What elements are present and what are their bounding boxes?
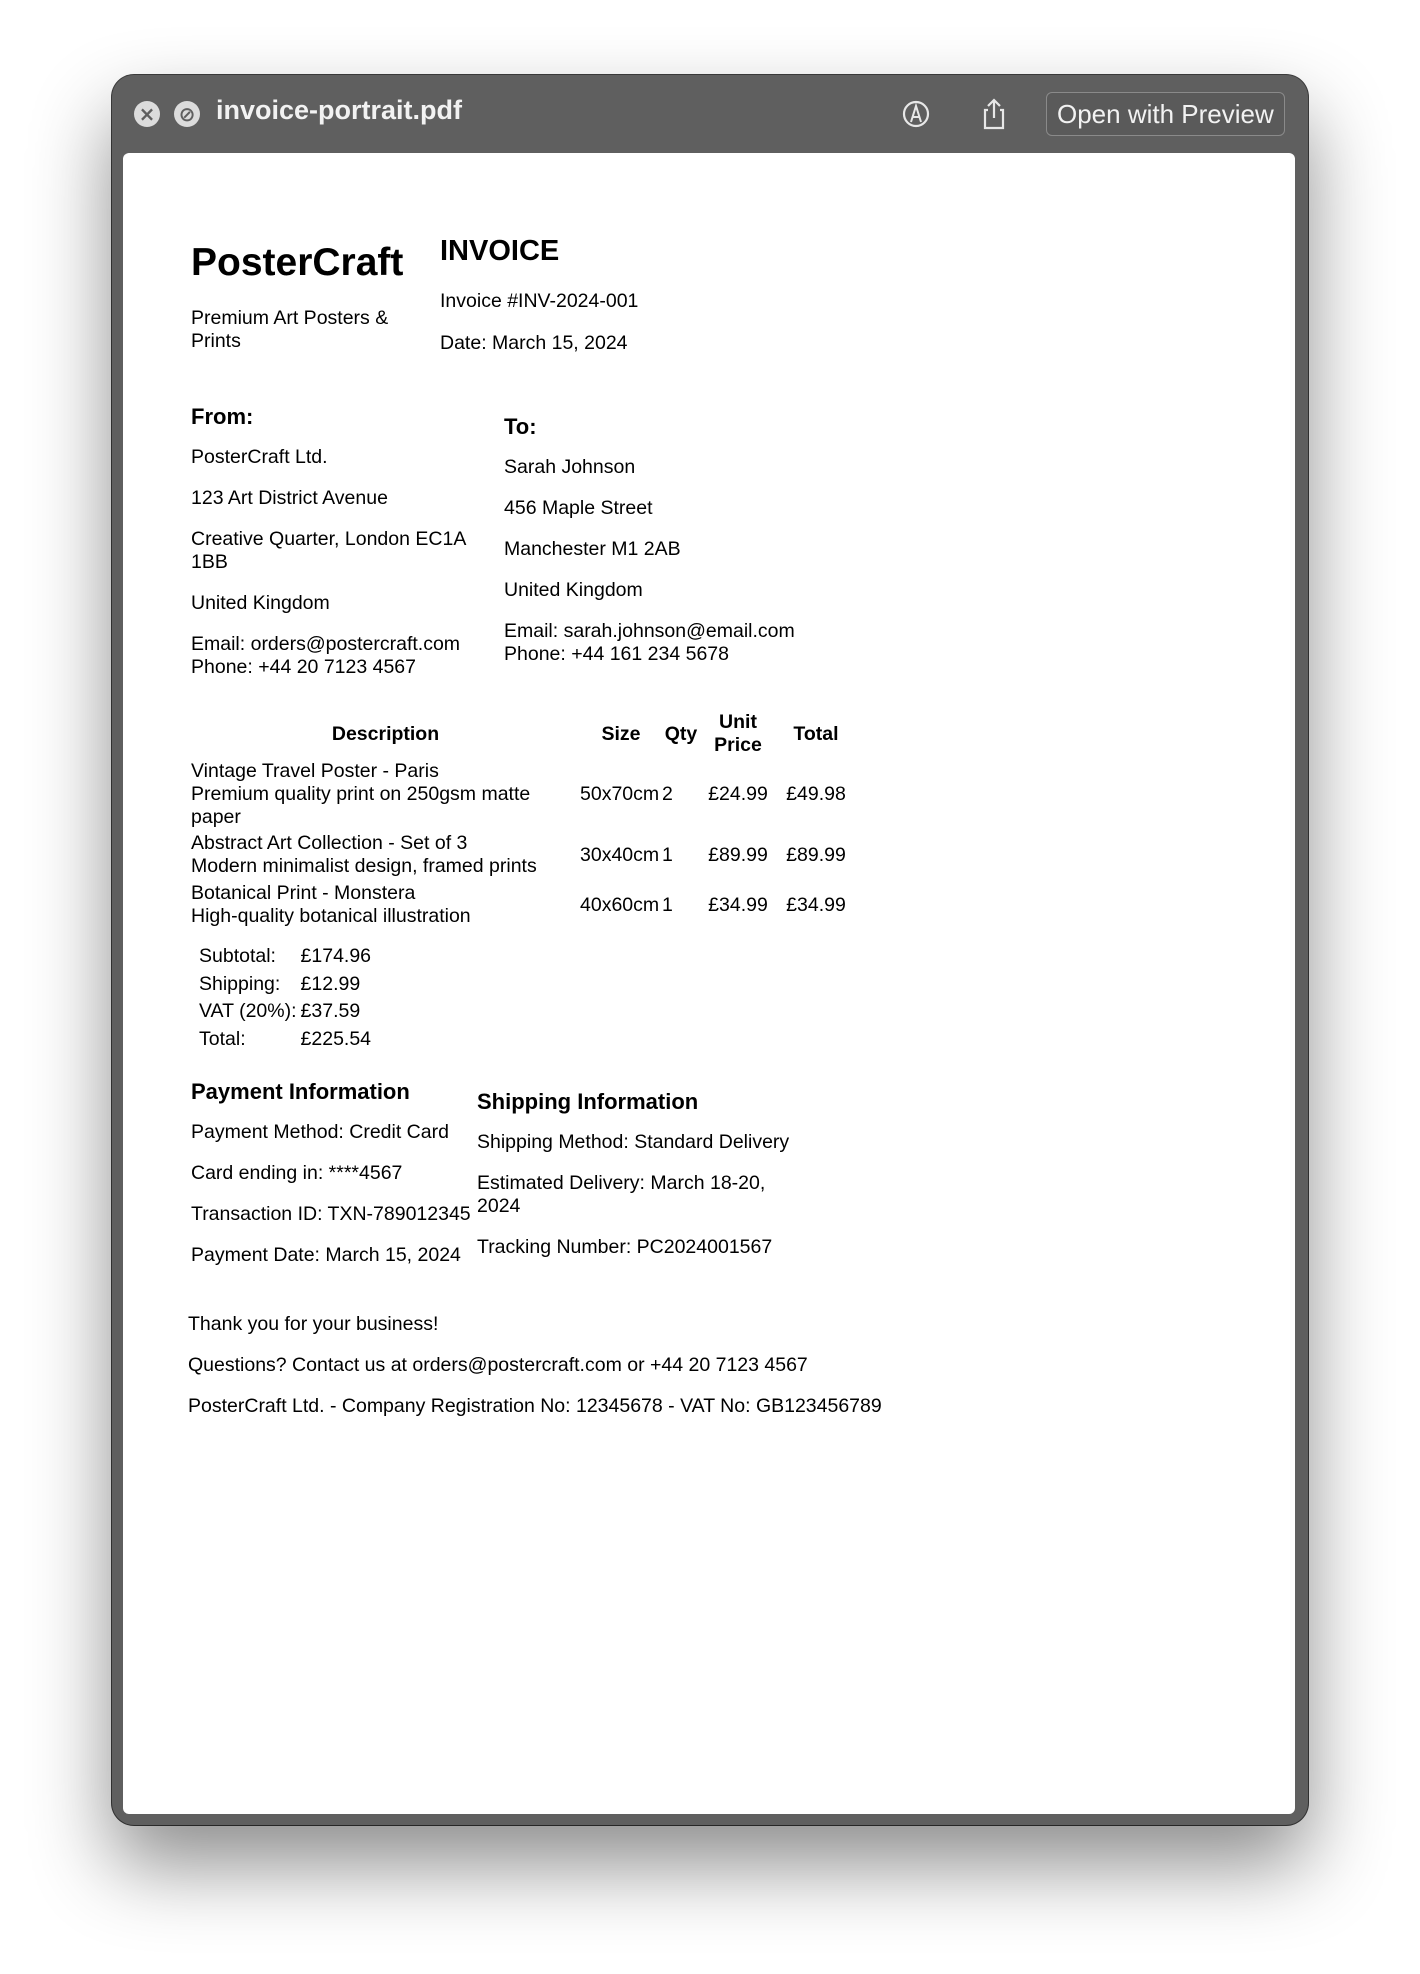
item-unit-price: £24.99 xyxy=(708,782,768,805)
markup-icon[interactable] xyxy=(898,97,934,131)
totals-row xyxy=(199,943,375,971)
shipping-value: £12.99 xyxy=(300,972,361,995)
column-header: Description xyxy=(331,722,440,745)
payment-date: Payment Date: March 15, 2024 xyxy=(191,1244,461,1266)
totals-row xyxy=(199,971,375,999)
brand-tagline: Premium Art Posters & Prints xyxy=(191,307,389,352)
item-description-cell xyxy=(191,880,580,930)
quicklook-window xyxy=(112,75,1308,1825)
item-name: Vintage Travel Poster - Paris xyxy=(191,759,439,782)
window-title: invoice-portrait.pdf xyxy=(216,95,463,125)
from-line: Creative Quarter, London EC1A 1BB xyxy=(191,528,466,573)
to-line: Manchester M1 2AB xyxy=(504,538,681,560)
close-icon[interactable]: × xyxy=(134,101,160,127)
item-size: 30x40cm xyxy=(580,843,660,866)
to-address xyxy=(504,415,844,666)
item-unit-price: £89.99 xyxy=(708,843,768,866)
totals-row xyxy=(199,998,375,1026)
brand-name: PosterCraft xyxy=(191,241,404,284)
item-qty: 1 xyxy=(662,843,673,866)
invoice-number: Invoice #INV-2024-001 xyxy=(440,290,639,312)
invoice-heading: INVOICE xyxy=(440,235,560,267)
footer-company: PosterCraft Ltd. - Company Registration No: 12345678 - VAT No: GB123456789 xyxy=(188,1395,882,1417)
shipping-label: Shipping: xyxy=(199,972,281,995)
shipping-tracking: Tracking Number: PC2024001567 xyxy=(477,1236,773,1258)
item-size: 40x60cm xyxy=(580,893,660,916)
items-table xyxy=(191,710,856,930)
column-header: Qty xyxy=(664,722,698,745)
from-address xyxy=(191,405,481,679)
payment-information xyxy=(191,1080,481,1285)
to-email: Email: sarah.johnson@email.com xyxy=(504,620,795,642)
vat-value: £37.59 xyxy=(300,1000,361,1022)
item-total: £89.99 xyxy=(786,843,846,866)
item-total: £34.99 xyxy=(786,893,846,916)
column-header: Size xyxy=(601,722,641,745)
item-name: Abstract Art Collection - Set of 3 xyxy=(191,832,468,854)
shipping-estimate: Estimated Delivery: March 18-20, 2024 xyxy=(477,1172,766,1217)
subtotal-label: Subtotal: xyxy=(199,945,276,967)
item-detail: High-quality botanical illustration xyxy=(191,905,471,927)
to-heading: To: xyxy=(504,414,537,439)
total-value: £225.54 xyxy=(300,1027,372,1050)
from-line: PosterCraft Ltd. xyxy=(191,446,328,468)
table-row xyxy=(191,758,856,830)
item-name: Botanical Print - Monstera xyxy=(191,882,416,904)
title-bar xyxy=(112,75,1308,153)
item-description-cell xyxy=(191,830,580,880)
invoice-footer xyxy=(188,1313,882,1436)
to-line: 456 Maple Street xyxy=(504,497,653,519)
shipping-information xyxy=(477,1090,807,1277)
from-line: United Kingdom xyxy=(191,592,330,614)
table-header-row xyxy=(191,710,856,758)
to-phone: Phone: +44 161 234 5678 xyxy=(504,643,730,665)
footer-contact: Questions? Contact us at orders@postercraft.com or +44 20 7123 4567 xyxy=(188,1354,808,1376)
payment-transaction: Transaction ID: TXN-789012345 xyxy=(191,1203,471,1225)
column-header: Total xyxy=(793,722,839,745)
item-detail: Premium quality print on 250gsm matte paper xyxy=(191,782,531,828)
table-row xyxy=(191,830,856,880)
item-description-cell xyxy=(191,758,580,830)
item-qty: 1 xyxy=(662,893,673,916)
from-email: Email: orders@postercraft.com xyxy=(191,633,461,655)
to-line: United Kingdom xyxy=(504,579,643,601)
block-icon[interactable]: ⊘ xyxy=(174,101,200,127)
totals-row xyxy=(199,1026,375,1054)
document-page xyxy=(123,153,1295,1814)
column-header: Unit Price xyxy=(714,711,762,756)
subtotal-value: £174.96 xyxy=(300,945,372,967)
payment-heading: Payment Information xyxy=(191,1079,410,1104)
payment-method: Payment Method: Credit Card xyxy=(191,1121,449,1143)
item-unit-price: £34.99 xyxy=(708,893,768,916)
table-row xyxy=(191,880,856,930)
footer-thanks: Thank you for your business! xyxy=(188,1313,439,1335)
from-line: 123 Art District Avenue xyxy=(191,487,388,509)
item-detail: Modern minimalist design, framed prints xyxy=(191,855,537,877)
shipping-heading: Shipping Information xyxy=(477,1089,699,1114)
vat-label: VAT (20%): xyxy=(199,1000,297,1022)
invoice-date: Date: March 15, 2024 xyxy=(440,332,628,354)
from-heading: From: xyxy=(191,404,254,429)
from-phone: Phone: +44 20 7123 4567 xyxy=(191,656,417,678)
item-qty: 2 xyxy=(662,782,673,805)
totals-table xyxy=(199,943,375,1053)
to-line: Sarah Johnson xyxy=(504,456,636,478)
share-icon[interactable] xyxy=(976,97,1012,131)
item-size: 50x70cm xyxy=(580,782,660,805)
payment-card: Card ending in: ****4567 xyxy=(191,1162,403,1184)
item-total: £49.98 xyxy=(786,782,846,805)
shipping-method: Shipping Method: Standard Delivery xyxy=(477,1131,790,1153)
open-with-preview-button[interactable]: Open with Preview xyxy=(1046,92,1285,136)
total-label: Total: xyxy=(199,1027,246,1050)
